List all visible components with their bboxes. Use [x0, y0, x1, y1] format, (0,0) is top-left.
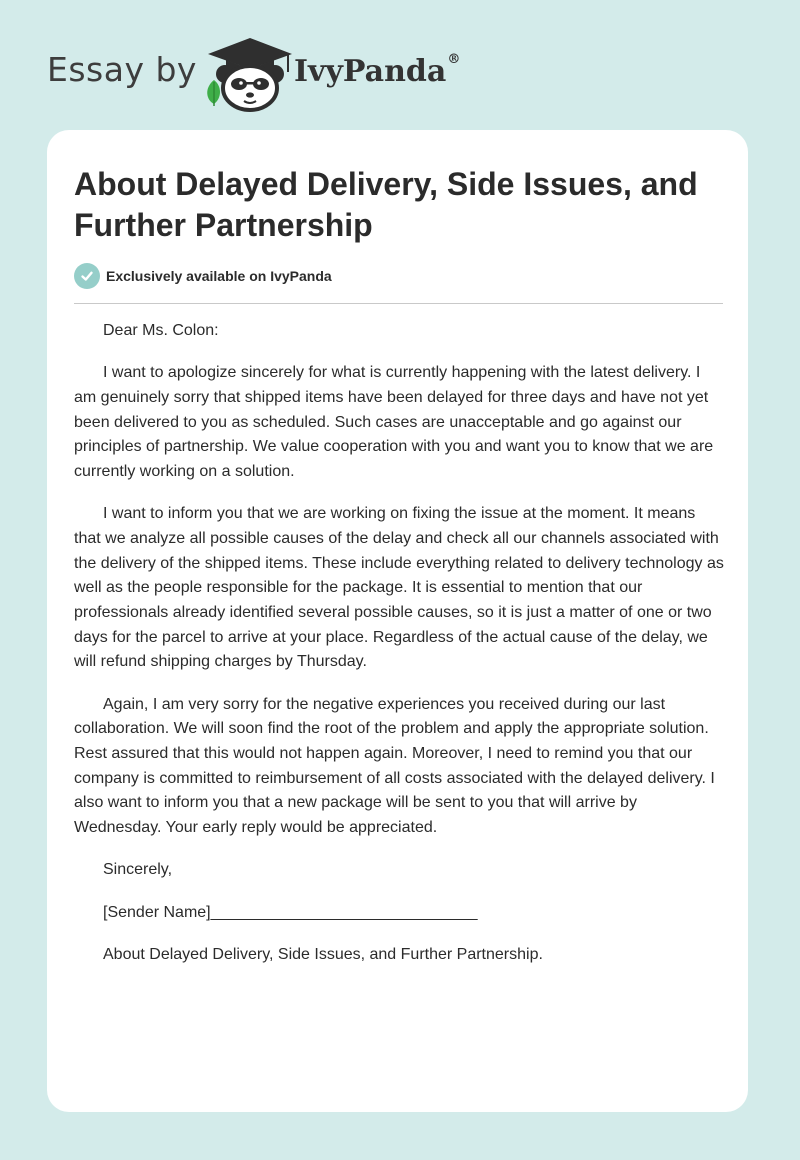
- body-paragraph: I want to apologize sincerely for what is currently happening with the latest delivery. I am genuinely sorry that shipped items have been delayed for three days and have not yet been delivered to you as scheduled. Such cases are unacceptable and go against our principles of partnership. We value cooperation with you and want you to know that we are currently working on a solution.: [74, 364, 714, 481]
- essay-reference: About Delayed Delivery, Side Issues, and Further Partnership.: [103, 945, 543, 963]
- body-paragraph: Again, I am very sorry for the negative experiences you received during our last collaboration. We will soon find the root of the problem and apply the appropriate solution. Rest assured that this would not happen again. Moreover, I need to remind you that our company is committed to reimbursement of all costs associated with the delayed delivery. I also want to inform you that a new package will be sent to you that will arrive by Wednesday. Your early reply would be appreciated.: [74, 695, 715, 837]
- essay-card: [47, 130, 748, 1112]
- brand-prefix: Essay by: [47, 50, 197, 89]
- essay-body: [74, 319, 724, 985]
- body-paragraph: I want to inform you that we are working on fixing the issue at the moment. It means that we analyze all possible causes of the delay and check all our channels associated with the delivery of the shipped items. These include everything related to delivery technology as well as the people responsible for the package. It is essential to mention that our professionals already identified several possible causes, so it is just a matter of one or two days for the parcel to arrive at your place. Regardless of the actual cause of the delay, we will refund shipping charges by Thursday.: [74, 505, 724, 671]
- title-divider: [74, 303, 723, 304]
- salutation: Dear Ms. Colon:: [103, 322, 219, 339]
- registered-mark: ®: [447, 52, 461, 67]
- brand-name-text: IvyPanda: [294, 54, 447, 89]
- exclusive-label: Exclusively available on IvyPanda: [106, 268, 332, 284]
- sender-name-line: [Sender Name]______________________________: [103, 903, 478, 921]
- panda-logo-icon: [202, 36, 298, 112]
- exclusive-badge: [74, 263, 332, 289]
- brand-name: [294, 54, 460, 89]
- essay-title: About Delayed Delivery, Side Issues, and Further Partnership: [74, 166, 698, 243]
- checkmark-icon: [74, 263, 100, 289]
- closing: Sincerely,: [103, 861, 173, 879]
- site-brand[interactable]: [47, 36, 467, 112]
